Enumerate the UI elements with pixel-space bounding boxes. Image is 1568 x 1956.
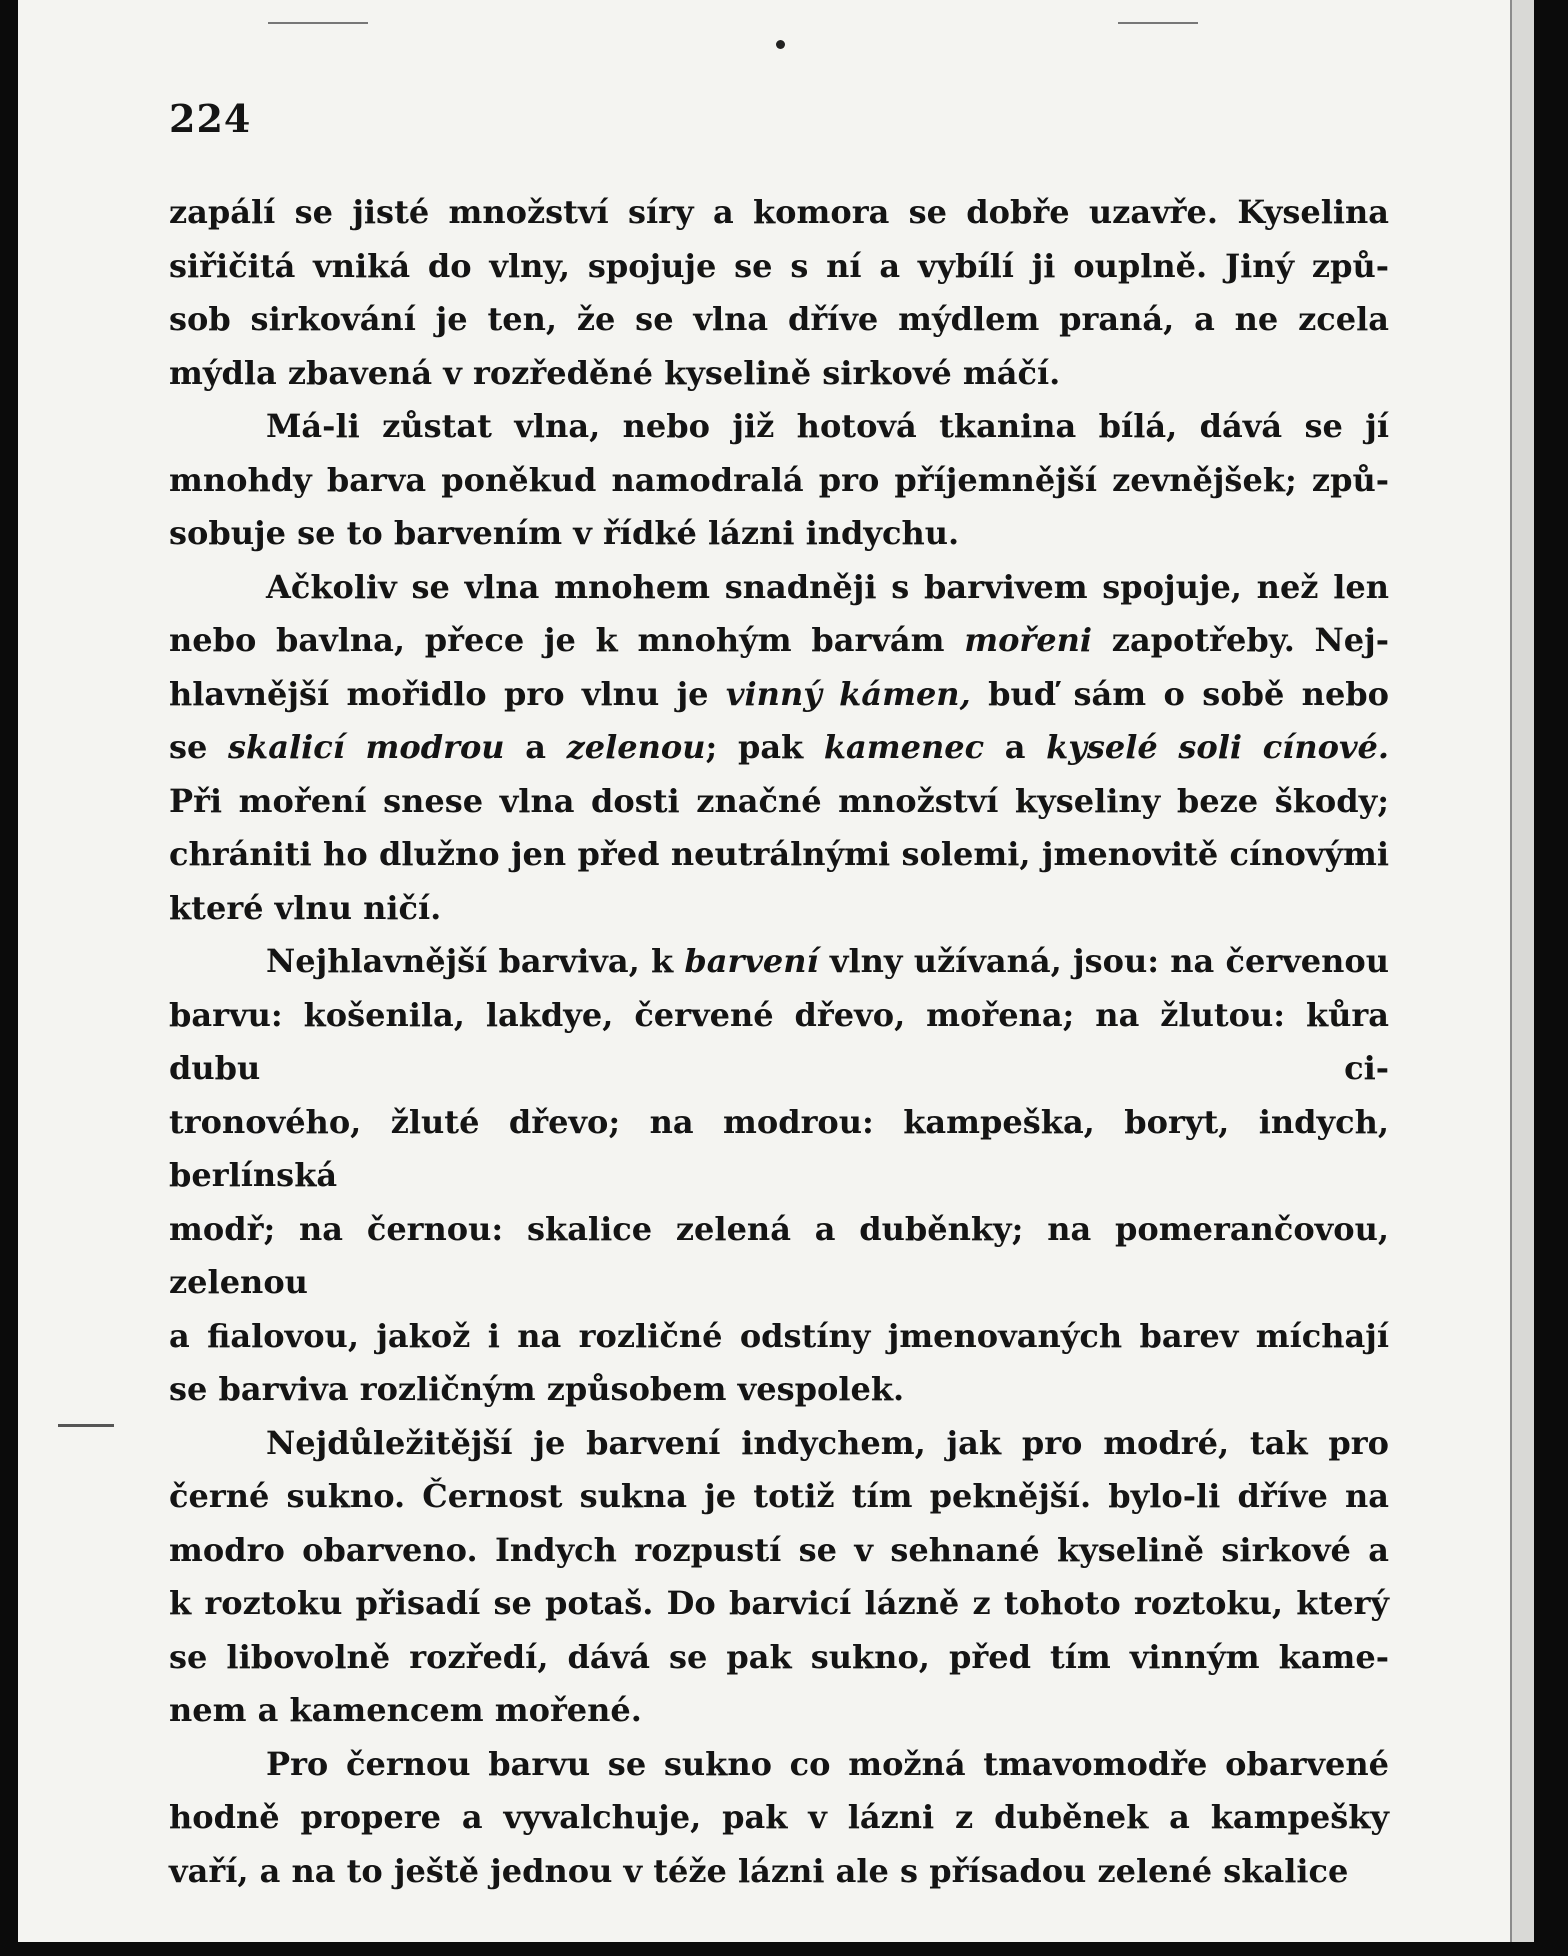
justified-line bbox=[169, 1791, 1389, 1845]
justified-line bbox=[169, 293, 1389, 347]
paragraph bbox=[169, 400, 1389, 561]
justified-line bbox=[169, 828, 1389, 882]
text-line bbox=[1158, 728, 1179, 766]
justified-line bbox=[169, 721, 1389, 775]
text-line: hlavnější mořidlo pro vlnu je bbox=[169, 674, 726, 713]
justified-line bbox=[169, 1470, 1389, 1524]
justified-line bbox=[169, 668, 1389, 722]
text-line: mýdla zbavená v rozředěné kyselině sirkové máčí. bbox=[169, 353, 1061, 392]
italic-term: kamenec bbox=[823, 728, 985, 766]
text-line: vlny užívaná, jsou: na červenou bbox=[818, 942, 1390, 980]
justified-line bbox=[169, 1631, 1389, 1685]
text-line: Ačkoliv se vlna mnohem snadněji s barvivem spojuje, než len bbox=[266, 567, 1389, 606]
paragraph bbox=[169, 1417, 1389, 1738]
text-line: a fialovou, jakož i na rozličné odstíny jmenovaných barev míchají bbox=[169, 1316, 1389, 1355]
text-line: se libovolně rozředí, dává se pak sukno, před tím vinným kame- bbox=[169, 1637, 1389, 1676]
text-line: nem a kamencem mořené. bbox=[169, 1691, 642, 1729]
italic-term: mořeni bbox=[964, 621, 1093, 659]
text-line: ; pak bbox=[705, 728, 824, 766]
italic-term: kyselé bbox=[1046, 728, 1158, 766]
text-line: zapálí se jisté množství síry a komora se dobře uzavře. Kyselina bbox=[169, 193, 1389, 231]
justified-line bbox=[169, 400, 1389, 454]
text-line: siřičitá vniká do vlny, spojuje se s ní a vybílí ji ouplně. Jiný způ- bbox=[169, 246, 1389, 285]
justified-line bbox=[169, 1417, 1389, 1471]
justified-line bbox=[169, 347, 1389, 401]
text-line: barvu: košenila, lakdye, červené dřevo, mořena; na žlutou: kůra dubu ci- bbox=[169, 995, 1389, 1087]
ink-dot bbox=[776, 40, 785, 49]
text-line: zapotřeby. Nej- bbox=[1092, 621, 1390, 659]
text-line: Nejdůležitější je barvení indychem, jak pro modré, tak pro bbox=[266, 1423, 1389, 1462]
justified-line bbox=[169, 186, 1389, 240]
justified-line bbox=[169, 561, 1389, 615]
justified-line bbox=[169, 1524, 1389, 1578]
body-text bbox=[169, 186, 1389, 1898]
text-line: černé sukno. Černost sukna je totiž tím peknější. bylo-li dříve na bbox=[169, 1477, 1389, 1515]
text-line: Nejhlavnější barviva, k bbox=[266, 942, 685, 980]
text-line: vaří, a na to ještě jednou v téže lázni ale s přísadou zelené skalice bbox=[169, 1851, 1349, 1890]
italic-term: barvení bbox=[684, 942, 819, 980]
justified-line bbox=[169, 614, 1389, 668]
text-line: mnohdy barva poněkud namodralá pro příjemnější zevnějšek; způ- bbox=[169, 460, 1389, 499]
text-line: se barviva rozličným způsobem vespolek. bbox=[169, 1370, 905, 1408]
italic-term: zelenou bbox=[566, 728, 706, 766]
justified-line bbox=[169, 775, 1389, 829]
text-line: buď sám o sobě nebo bbox=[970, 674, 1390, 713]
justified-line bbox=[169, 454, 1389, 508]
text-line: které vlnu ničí. bbox=[169, 888, 442, 927]
paragraph bbox=[169, 561, 1389, 936]
top-edge-rule bbox=[268, 22, 368, 24]
text-line: nebo bavlna, přece je k mnohým barvám bbox=[169, 621, 965, 659]
italic-term: skalicí modrou bbox=[228, 728, 505, 766]
italic-term: soli cínové. bbox=[1178, 728, 1390, 766]
justified-line bbox=[169, 1363, 1389, 1417]
page-number: 224 bbox=[169, 96, 252, 141]
text-line: hodně propere a vyvalchuje, pak v lázni z duběnek a kampešky bbox=[169, 1798, 1389, 1836]
text-line: Má-li zůstat vlna, nebo již hotová tkanina bílá, dává se jí bbox=[266, 407, 1389, 445]
justified-line bbox=[169, 1096, 1389, 1203]
justified-line bbox=[169, 507, 1389, 561]
page-edge-shadow bbox=[1510, 0, 1534, 1942]
book-page bbox=[18, 0, 1528, 1942]
paragraph bbox=[169, 186, 1389, 400]
text-line: a bbox=[984, 728, 1047, 766]
justified-line bbox=[169, 1738, 1389, 1792]
justified-line bbox=[169, 1845, 1389, 1899]
paragraph bbox=[169, 1738, 1389, 1899]
text-line: tronového, žluté dřevo; na modrou: kampeška, boryt, indych, berlínská bbox=[169, 1102, 1389, 1194]
text-line: sob sirkování je ten, že se vlna dříve mýdlem praná, a ne zcela bbox=[169, 300, 1389, 338]
justified-line bbox=[169, 1577, 1389, 1631]
justified-line bbox=[169, 240, 1389, 294]
top-edge-rule bbox=[1118, 22, 1198, 24]
text-line: k roztoku přisadí se potaš. Do barvicí lázně z tohoto roztoku, který bbox=[169, 1584, 1389, 1622]
text-line: chrániti ho dlužno jen před neutrálnými solemi, jmenovitě cínovými bbox=[169, 835, 1389, 873]
justified-line bbox=[169, 1203, 1389, 1310]
text-line: modro obarveno. Indych rozpustí se v sehnané kyselině sirkové a bbox=[169, 1530, 1389, 1569]
text-line: Pro černou barvu se sukno co možná tmavomodře obarvené bbox=[266, 1744, 1389, 1783]
text-line: modř; na černou: skalice zelená a duběnky; na pomerančovou, zelenou bbox=[169, 1209, 1389, 1301]
justified-line bbox=[169, 882, 1389, 936]
margin-mark bbox=[58, 1424, 114, 1427]
text-line: sobuje se to barvením v řídké lázni indychu. bbox=[169, 514, 960, 552]
paragraph bbox=[169, 935, 1389, 1417]
justified-line bbox=[169, 1684, 1389, 1738]
text-line: se bbox=[169, 728, 229, 766]
text-line: Při moření snese vlna dosti značné množství kyseliny beze škody; bbox=[169, 781, 1389, 820]
justified-line bbox=[169, 935, 1389, 989]
justified-line bbox=[169, 1310, 1389, 1364]
text-line: a bbox=[504, 728, 567, 766]
italic-term: vinný kámen, bbox=[725, 674, 971, 713]
justified-line bbox=[169, 989, 1389, 1096]
